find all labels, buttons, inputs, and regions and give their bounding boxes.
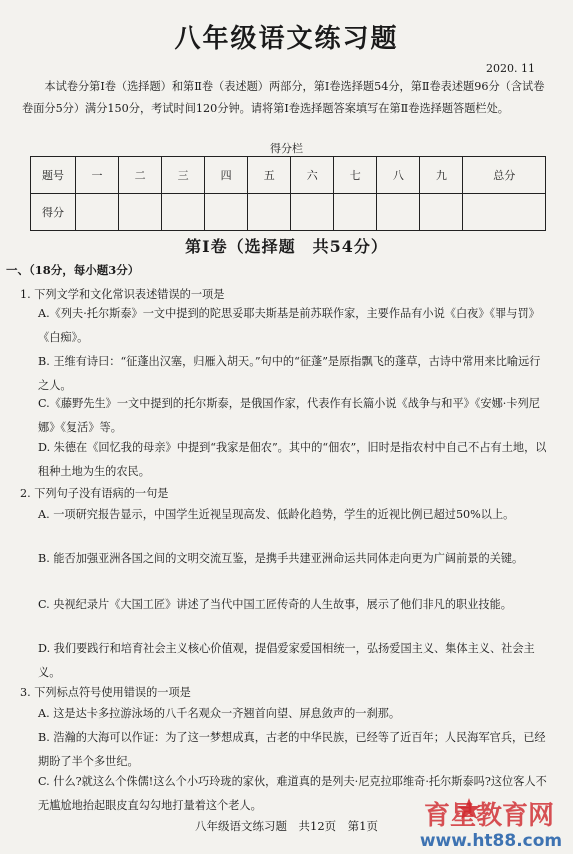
score-col-1: 一	[76, 157, 119, 194]
score-col-9: 九	[420, 157, 463, 194]
question-1-option-a: A.《列夫·托尔斯泰》一文中提到的陀思妥耶夫斯基是前苏联作家，主要作品有小说《白夜》《罪与罚》《白痴》。	[38, 307, 540, 344]
score-col-5: 五	[248, 157, 291, 194]
question-1-stem: 1. 下列文学和文化常识表述错误的一项是	[20, 288, 225, 301]
score-col-2: 二	[119, 157, 162, 194]
part-heading: 一、（18分，每小题3分）	[6, 263, 140, 277]
question-2-option-c: C. 央视纪录片《大国工匠》讲述了当代中国工匠传奇的人生故事，展示了他们非凡的职业技能。	[38, 598, 512, 611]
score-cell	[248, 194, 291, 231]
section-heading: 第Ⅰ卷（选择题 共54分）	[185, 237, 388, 256]
page-footer: 八年级语文练习题 共12页 第1页	[195, 819, 378, 833]
score-row-label: 得分	[31, 194, 76, 231]
score-col-8: 八	[377, 157, 420, 194]
score-cell	[291, 194, 334, 231]
score-cell	[463, 194, 546, 231]
score-table-header-row	[31, 157, 546, 194]
score-col-3: 三	[162, 157, 205, 194]
score-table-score-row	[31, 194, 546, 231]
question-1-option-b: B. 王维有诗曰：“征蓬出汉塞，归雁入胡天。”句中的“征蓬”是原指飘飞的蓬草，古诗中常用来比喻远行之人。	[38, 355, 541, 392]
score-col-6: 六	[291, 157, 334, 194]
score-col-total: 总分	[463, 157, 546, 194]
score-row-head: 题号	[31, 157, 76, 194]
question-2-stem: 2. 下列句子没有语病的一句是	[20, 487, 169, 500]
exam-date: 2020. 11	[486, 62, 535, 75]
score-table	[30, 156, 546, 231]
site-watermark-logo	[411, 794, 567, 852]
score-table-caption: 得分栏	[270, 142, 303, 155]
score-col-4: 四	[205, 157, 248, 194]
score-cell	[205, 194, 248, 231]
question-3-option-c: C. 什么?就这么个侏儒!这么个小巧玲珑的家伙，难道真的是列夫·尼克拉耶维奇·托尔斯泰吗?这位客人不无尴尬地抬起眼皮直勾勾地打量着这个老人。	[38, 775, 547, 812]
question-1-option-c: C.《藤野先生》一文中提到的托尔斯泰，是俄国作家，代表作有长篇小说《战争与和平》《安娜·卡列尼娜》《复活》等。	[38, 397, 540, 434]
exam-instructions: 本试卷分第Ⅰ卷（选择题）和第Ⅱ卷（表述题）两部分，第Ⅰ卷选择题54分，第Ⅱ卷表述题96分（含试卷卷面分5分）满分150分，考试时间120分钟。请将第Ⅰ卷选择题答案填写在第Ⅱ卷选择题答题栏处。	[22, 80, 545, 115]
page-title: 八年级语文练习题	[174, 24, 399, 54]
question-3-stem: 3. 下列标点符号使用错误的一项是	[20, 686, 191, 699]
question-3-option-a: A. 这是达卡多拉游泳场的八千名观众一齐翘首向望、屏息敛声的一刹那。	[38, 707, 401, 720]
question-1-option-d: D. 朱德在《回忆我的母亲》中提到“我家是佃农”。其中的“佃农”，旧时是指农村中自己不占有土地，以租种土地为生的农民。	[38, 441, 547, 478]
watermark-brand-text: 育星教育网	[423, 801, 555, 831]
score-cell	[377, 194, 420, 231]
question-2-option-a: A. 一项研究报告显示，中国学生近视呈现高发、低龄化趋势，学生的近视比例已超过50%以上。	[38, 508, 515, 521]
score-cell	[334, 194, 377, 231]
score-col-7: 七	[334, 157, 377, 194]
question-3-option-b: B. 浩瀚的大海可以作证：为了这一梦想成真，古老的中华民族，已经等了近百年；人民海军官兵，已经期盼了半个多世纪。	[38, 731, 546, 768]
score-cell	[162, 194, 205, 231]
score-cell	[420, 194, 463, 231]
watermark-url-text: www.ht88.com	[419, 831, 563, 851]
question-2-option-b: B. 能否加强亚洲各国之间的文明交流互鉴，是携手共建亚洲命运共同体走向更为广阔前景的关键。	[38, 552, 524, 565]
score-cell	[76, 194, 119, 231]
question-2-option-d: D. 我们要践行和培育社会主义核心价值观，提倡爱家爱国相统一，弘扬爱国主义、集体主义、社会主义。	[38, 642, 535, 679]
score-cell	[119, 194, 162, 231]
